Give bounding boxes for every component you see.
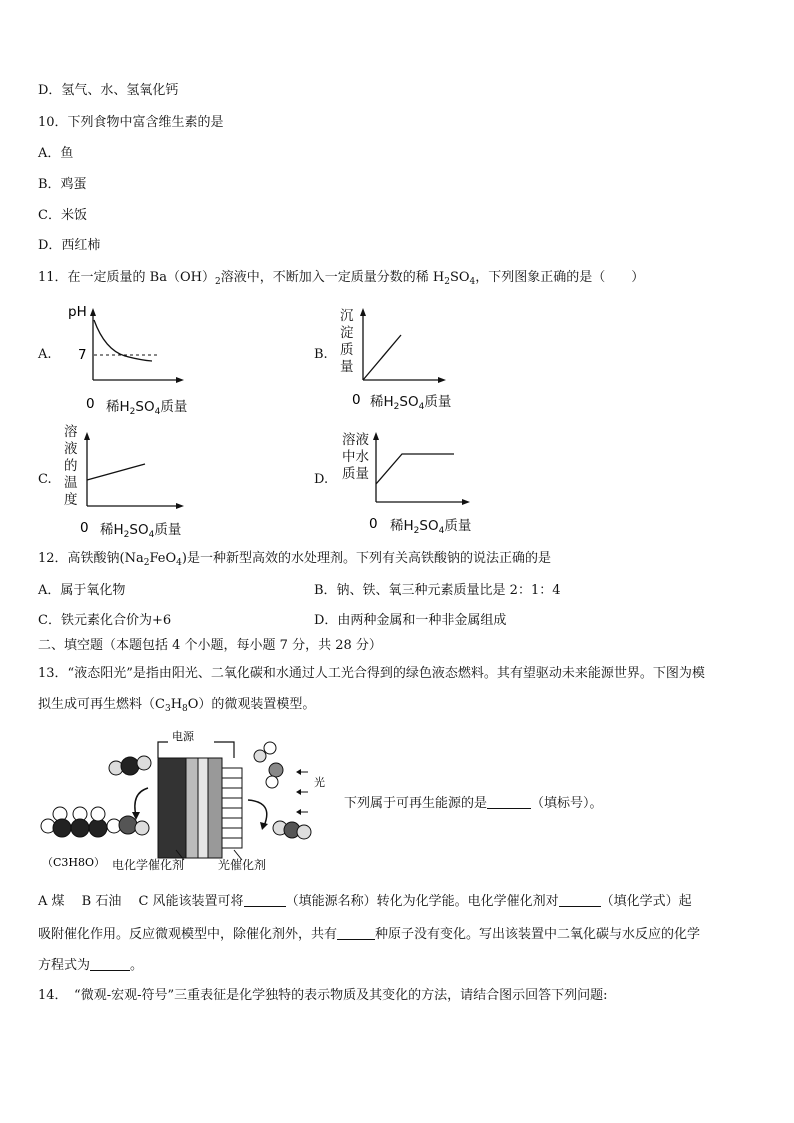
electro-catalyst-block bbox=[158, 758, 186, 858]
answer-blank-2[interactable] bbox=[244, 893, 286, 907]
graph-b bbox=[336, 300, 466, 415]
q10-option-c: C．米饭 bbox=[38, 208, 87, 223]
device-diagram bbox=[36, 728, 336, 882]
q12-option-a: A．属于氧化物 bbox=[38, 583, 126, 598]
graph-d-origin: 0 bbox=[369, 516, 378, 532]
q10-option-d: D．西红柿 bbox=[38, 238, 101, 253]
q10-option-b: B．鸡蛋 bbox=[38, 177, 87, 192]
device-light-label: 光 bbox=[314, 776, 325, 789]
graph-b-ylabel: 沉淀质量 bbox=[340, 308, 354, 375]
graph-c-ylabel: 溶液的温度 bbox=[64, 424, 78, 508]
electro-catalyst-label: 电化学催化剂 bbox=[112, 858, 185, 872]
graph-a-ylabel: pH bbox=[68, 304, 87, 320]
graph-a-mark-7: 7 bbox=[78, 347, 87, 363]
q10-option-a: A．鱼 bbox=[38, 146, 74, 161]
graph-b-xlabel: 稀$H_2SO_4$质量 bbox=[370, 394, 452, 412]
answer-blank-3[interactable] bbox=[559, 893, 601, 907]
device-power-label: 电源 bbox=[172, 730, 194, 743]
q13-line-4: 吸附催化作用。反应微观模型中，除催化剂外，共有 种原子没有变化。写出该装置中二氧化碳与水反应的化学 bbox=[38, 927, 701, 942]
graph-d-line bbox=[376, 454, 454, 484]
q12-option-b: B．钠、铁、氧三种元素质量比是 2：1：4 bbox=[314, 583, 561, 598]
device-fuel-label: （C3H8O） bbox=[42, 856, 106, 869]
graph-a-option: A. bbox=[38, 347, 52, 362]
graph-b-line bbox=[363, 335, 401, 380]
graph-d-option: D. bbox=[314, 472, 329, 487]
answer-blank-5[interactable] bbox=[90, 957, 130, 971]
q13-line-1: 13．“液态阳光”是指由阳光、二氧化碳和水通过人工光合得到的绿色液态燃料。其有望驱动未来能源世界。下图为模 bbox=[38, 666, 705, 681]
graph-c-option: C. bbox=[38, 472, 52, 487]
graph-b-option: B. bbox=[314, 347, 328, 362]
graph-a-xlabel: 稀$H_2SO_4$质量 bbox=[106, 399, 188, 417]
graph-d-ylabel: 溶液中水质量 bbox=[342, 432, 369, 482]
answer-blank-1[interactable] bbox=[487, 795, 531, 809]
graph-b-origin: 0 bbox=[352, 392, 361, 408]
q13-line-3: A 煤 B 石油 C 风能该装置可将 （填能源名称）转化为化学能。电化学催化剂对 （填化学式）起 bbox=[38, 894, 692, 909]
q12-option-d: D．由两种金属和一种非金属组成 bbox=[314, 613, 507, 628]
graph-d bbox=[336, 424, 486, 539]
q12-stem: 12．高铁酸钠$(Na_2FeO_4)$是一种新型高效的水处理剂。下列有关高铁酸钠的说法正确的是 bbox=[38, 551, 551, 568]
q13-line-5: 方程式为 。 bbox=[38, 958, 144, 973]
graph-a bbox=[60, 300, 200, 415]
q10-stem: 10．下列食物中富含维生素的是 bbox=[38, 115, 224, 130]
graph-c-origin: 0 bbox=[80, 520, 89, 536]
section-2-heading: 二、填空题（本题包括 4 个小题，每小题 7 分，共 28 分） bbox=[38, 638, 382, 653]
q11-stem: 11．在一定质量的 $Ba(OH)_2$溶液中，不断加入一定质量分数的稀 $H_2SO_4$，下列图象正确的是（ ） bbox=[38, 270, 645, 287]
q13-side-question: 下列属于可再生能源的是 （填标号）。 bbox=[344, 796, 603, 811]
q13-line-2: 拟生成可再生燃料$(C_3H_8O)$的微观装置模型。 bbox=[38, 697, 316, 714]
graph-c-xlabel: 稀$H_2SO_4$质量 bbox=[100, 522, 182, 540]
graph-c-line bbox=[87, 464, 145, 480]
q14-stem: 14． “微观-宏观-符号”三重表征是化学独特的表示物质及其变化的方法，请结合图示回答下列问题: bbox=[38, 988, 608, 1003]
graph-c bbox=[60, 424, 200, 539]
photo-catalyst-label: 光催化剂 bbox=[218, 858, 267, 872]
answer-blank-4[interactable] bbox=[337, 926, 375, 940]
graph-a-origin: 0 bbox=[86, 396, 95, 412]
graph-d-xlabel: 稀$H_2SO_4$质量 bbox=[390, 518, 472, 536]
q12-option-c: C．铁元素化合价为+6 bbox=[38, 613, 172, 628]
q9-option-d: D．氢气、水、氢氧化钙 bbox=[38, 83, 179, 98]
